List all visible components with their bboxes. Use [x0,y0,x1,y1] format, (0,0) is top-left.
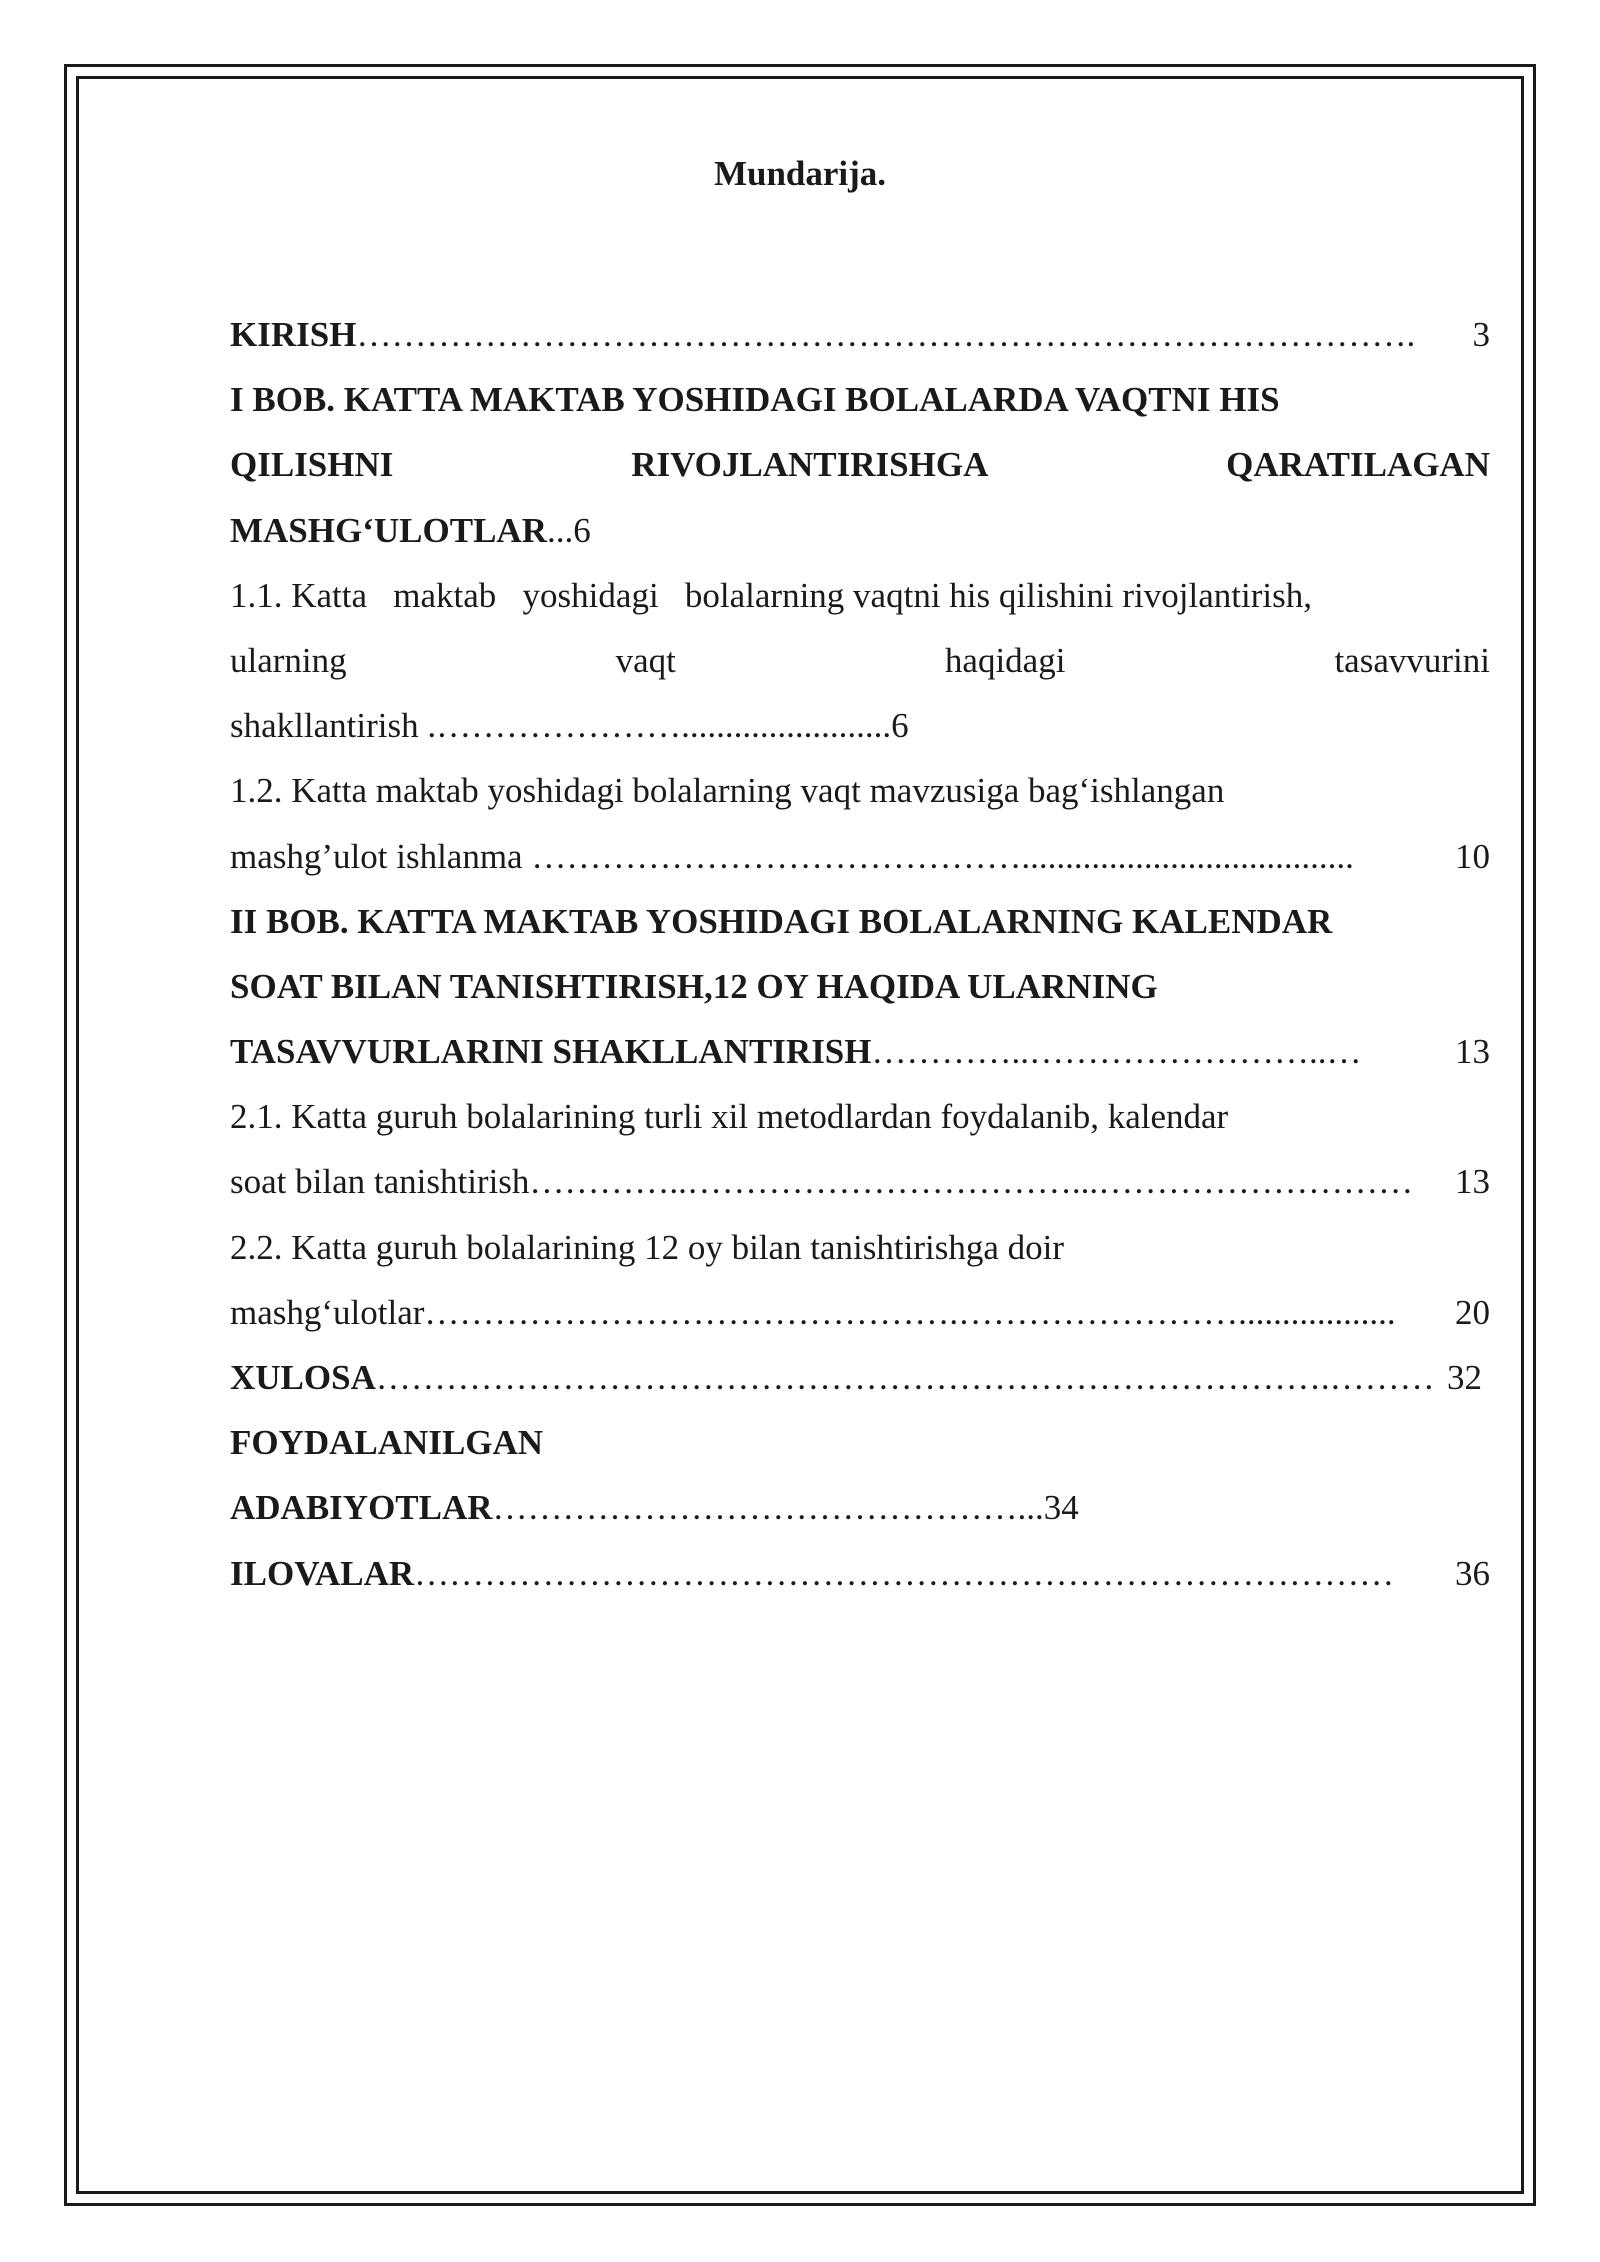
toc-entry-references-line-2[interactable] [230,1475,1490,1540]
toc-entry-chapter-2-line-1[interactable]: II BOB. KATTA MAKTAB YOSHIDAGI BOLALARNING KALENDAR [230,901,1333,941]
toc-entry-references-line-1[interactable]: FOYDALANILGAN [230,1423,544,1463]
page-number: 3 [1472,315,1490,354]
toc-entry-section-2-1-line-1[interactable]: 2.1. Katta guruh bolalarining turli xil metodlardan foydalanib, kalendar [230,1097,1229,1137]
toc-entry-label: mashg’ulot ishlanma [230,836,532,876]
dot-leader: ……………………………………….…………………….................. [424,1292,1396,1332]
page-number: 13 [1455,1162,1490,1202]
page-number: 32 [1447,1358,1482,1397]
toc-entry-section-1-1-line-1[interactable]: 1.1. Katta maktab yoshidagi bolalarning vaqtni his qilishini rivojlantirish, [230,575,1312,615]
toc-entry-label: MASHG‘ULOTLAR [230,510,547,550]
page-number: ………………………………………...34 [492,1488,1079,1528]
toc-entry-label: TASAVVURLARINI SHAKLLANTIRISH [230,1032,872,1072]
page-number: 13 [1455,1032,1490,1072]
dot-leader: ………………………………………………………………………… [414,1553,1395,1593]
table-of-contents [230,302,1490,1606]
toc-entry-label: soat bilan tanishtirish [230,1162,530,1202]
toc-entry-kirish[interactable] [230,302,1490,367]
toc-entry-section-2-1-line-2[interactable] [230,1149,1490,1214]
word: vaqt [615,640,676,680]
toc-entry-chapter-1-line-2[interactable] [230,432,1490,497]
toc-entry-label: ILOVALAR [230,1553,415,1593]
dot-leader: ………………………………………………………………………………. [356,315,1416,354]
toc-entry-chapter-1-line-1[interactable]: I BOB. KATTA MAKTAB YOSHIDAGI BOLALARDA VAQTNI HIS [230,380,1280,420]
toc-entry-label: KIRISH [230,315,357,354]
word: QARATILAGAN [1226,445,1490,485]
toc-entry-section-1-1-line-2[interactable] [230,628,1490,693]
dot-leader: ……………………………………...................................... [531,836,1354,876]
dot-leader: ……………………………………………………………………….……… [375,1358,1435,1397]
word: ularning [230,640,347,680]
toc-entry-section-1-1-line-3[interactable]: shakllantirish .…………………........................6 [230,706,909,746]
page-number: 36 [1455,1553,1490,1593]
word: haqidagi [944,640,1066,680]
toc-entry-section-1-2-line-2[interactable] [230,824,1490,889]
toc-entry-chapter-1-line-3[interactable] [230,498,1490,563]
page-number: ...6 [546,510,591,550]
toc-entry-label: XULOSA [230,1358,376,1397]
toc-entry-label: mashg‘ulotlar [230,1292,425,1332]
toc-entry-chapter-2-line-2[interactable]: SOAT BILAN TANISHTIRISH,12 OY HAQIDA ULARNING [230,966,1158,1006]
page-number: 10 [1455,836,1490,876]
toc-title: Mundarija. [713,154,887,193]
toc-entry-chapter-2-line-3[interactable] [230,1019,1490,1084]
toc-entry-section-2-2-line-1[interactable]: 2.2. Katta guruh bolalarining 12 oy bilan tanishtirishga doir [230,1227,1065,1267]
toc-entry-ilovalar[interactable] [230,1541,1490,1606]
word: RIVOJLANTIRISHGA [631,445,989,485]
toc-entry-section-1-2-line-1[interactable]: 1.2. Katta maktab yoshidagi bolalarning vaqt mavzusiga bag‘ishlangan [230,771,1225,811]
dot-leader: …………..……………………..… [871,1032,1362,1072]
page-number: 20 [1455,1292,1490,1332]
toc-entry-section-2-2-line-2[interactable] [230,1280,1490,1345]
dot-leader: …………..……………………………...……………………… [529,1162,1414,1202]
word: QILISHNI [230,445,394,485]
word: tasavvurini [1334,640,1490,680]
toc-entry-xulosa[interactable] [230,1345,1482,1410]
toc-entry-label: ADABIYOTLAR [230,1488,493,1528]
